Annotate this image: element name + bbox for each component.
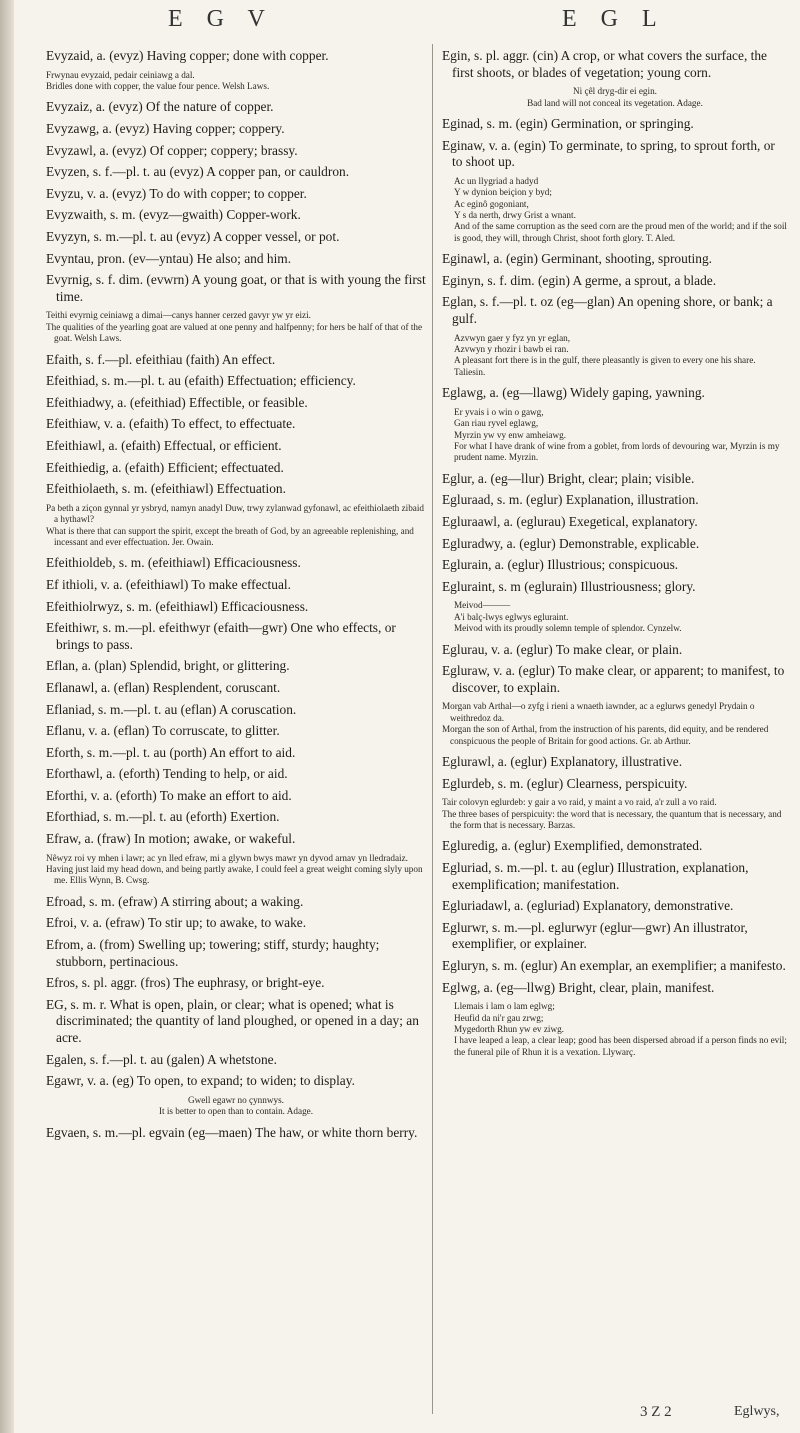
dictionary-entry: Eglurain, a. (eglur) Illustrious; conspicuous. <box>442 557 679 573</box>
dictionary-entry: Efrom, a. (from) Swelling up; towering; stiff, sturdy; haughty; stubborn, pertinacious. <box>46 937 380 969</box>
dictionary-entry: Evyzaiz, a. (evyz) Of the nature of copper. <box>46 99 274 115</box>
dictionary-entry: Eflan, a. (plan) Splendid, bright, or glittering. <box>46 658 290 674</box>
dictionary-entry: Evyzen, s. f.—pl. t. au (evyz) A copper pan, or cauldron. <box>46 164 350 180</box>
quote-line: Er yvais i o win o gawg, <box>454 406 544 417</box>
citation-quote <box>442 797 788 831</box>
dictionary-entry: Efeithiaw, v. a. (efaith) To effect, to effectuate. <box>46 416 296 432</box>
quote-line: Morgan vab Arthal—o zyfg i rieni a wnaeth iawnder, ac a eglurws genedyl Prydain o weithredoz da. <box>442 701 755 723</box>
quote-line: Myrzin yw vy enw amheiawg. <box>454 429 567 440</box>
quote-line: Llemais i lam o lam eglwg; <box>454 1001 555 1012</box>
quote-line: And of the same corruption as the seed corn are the proud men of the world; and if the soil is good, they will, through Christ, shoot forth glory. T. Aled. <box>454 221 787 243</box>
quote-line: Ac un llygriad a hadyd <box>454 175 539 186</box>
quote-line: Teithi evyrnig ceiniawg a dimai—canys hanner cerzed gavyr yw yr eizi. <box>46 310 311 321</box>
quote-line: Nêwyz roi vy mhen i lawr; ac yn lled efraw, mi a glywn bwys mawr yn dyvod arnav yn lledradaiz. <box>46 852 408 863</box>
citation-quote <box>442 407 788 464</box>
quote-line: A'i balç-lwys eglwys egluraint. <box>454 611 569 622</box>
right-column <box>442 48 788 1065</box>
page-binding-edge <box>0 0 14 1433</box>
dictionary-entry: Eginawl, a. (egin) Germinant, shooting, sprouting. <box>442 251 712 267</box>
left-column <box>46 48 426 1146</box>
citation-quote <box>46 70 426 93</box>
quote-line: Ni çêl dryg-dir ei egin. <box>573 86 657 97</box>
quote-line: The qualities of the yearling goat are valued at one penny and halfpenny; for hers be half of that of the goat. Welsh Laws. <box>46 321 423 344</box>
citation-quote <box>442 1001 788 1058</box>
citation-quote <box>46 310 426 344</box>
citation-quote <box>46 503 426 549</box>
quote-line: For what I have drank of wine from a goblet, from lords of devouring war, Myrzin is my prudent name. Myrzin. <box>454 441 780 463</box>
quote-line: Azvwyn y rhozir i bawb ei ran. <box>454 344 569 354</box>
quote-line: Mygedorth Rhun yw ev ziwg. <box>454 1024 564 1034</box>
dictionary-entry: Egluredig, a. (eglur) Exemplified, demonstrated. <box>442 838 703 854</box>
quote-line: Azvwyn gaer y fyz yn yr eglan, <box>454 332 571 343</box>
dictionary-entry: Evyzu, v. a. (evyz) To do with copper; to copper. <box>46 185 307 201</box>
dictionary-entry: Eginaw, v. a. (egin) To germinate, to spring, to sprout forth, or to shoot up. <box>442 137 775 170</box>
column-divider <box>432 44 433 1414</box>
dictionary-entry: Eglawg, a. (eg—llawg) Widely gaping, yawning. <box>442 385 705 401</box>
dictionary-entry: Efeithiad, s. m.—pl. t. au (efaith) Effectuation; efficiency. <box>46 373 356 389</box>
dictionary-entry: Efeithiadwy, a. (efeithiad) Effectible, or feasible. <box>46 394 308 410</box>
dictionary-entry: Egvaen, s. m.—pl. egvain (eg—maen) The haw, or white thorn berry. <box>46 1124 418 1140</box>
dictionary-entry: Egluraint, s. m (eglurain) Illustriousness; glory. <box>442 578 696 594</box>
dictionary-entry: Egluradwy, a. (eglur) Demonstrable, explicable. <box>442 535 700 551</box>
dictionary-entry: Evyzwaith, s. m. (evyz—gwaith) Copper-work. <box>46 207 301 223</box>
quote-line: Meivod——— <box>454 600 511 611</box>
dictionary-entry: Egluraad, s. m. (eglur) Explanation, illustration. <box>442 492 699 508</box>
dictionary-entry: Eforthiad, s. m.—pl. t. au (eforth) Exertion. <box>46 809 280 825</box>
quote-line: Ac eginô gogoniant, <box>454 198 529 209</box>
citation-quote <box>442 86 788 109</box>
dictionary-entry: Eflaniad, s. m.—pl. t. au (eflan) A coruscation. <box>46 701 297 717</box>
citation-quote <box>46 853 426 887</box>
dictionary-entry: Ef ithioli, v. a. (efeithiawl) To make effectual. <box>46 576 291 592</box>
catchword: Eglwys, <box>734 1404 780 1419</box>
dictionary-entry: Efeithiawl, a. (efaith) Effectual, or efficient. <box>46 437 282 453</box>
header-left-guide: E G V <box>168 6 274 32</box>
quote-line: Tair colovyn eglurdeb: y gair a vo raid, y maint a vo raid, a'r zull a vo raid. <box>442 797 717 808</box>
quote-line: Bridles done with copper, the value four pence. Welsh Laws. <box>46 81 270 91</box>
dictionary-entry: Eglwg, a. (eg—llwg) Bright, clear, plain, manifest. <box>442 979 715 995</box>
dictionary-entry: EG, s. m. r. What is open, plain, or clear; what is opened; what is discriminated; the quantity of land ploughed, or opened in a day; an acre. <box>46 996 419 1046</box>
quote-line: Heufid da ni'r gau zrwg; <box>454 1012 544 1023</box>
quote-line: Y w dynion beiçion y byd; <box>454 187 552 198</box>
dictionary-entry: Eforth, s. m.—pl. t. au (porth) An effort to aid. <box>46 744 296 760</box>
dictionary-entry: Egluraawl, a. (eglurau) Exegetical, explanatory. <box>442 514 698 530</box>
dictionary-entry: Efeithiwr, s. m.—pl. efeithwyr (efaith—gwr) One who effects, or brings to pass. <box>46 620 396 652</box>
dictionary-entry: Egluraw, v. a. (eglur) To make clear, or apparent; to manifest, to discover, to explain. <box>442 663 785 695</box>
dictionary-entry: Eflanawl, a. (eflan) Resplendent, coruscant. <box>46 679 281 695</box>
running-header <box>0 6 800 40</box>
dictionary-entry: Eginad, s. m. (egin) Germination, or springing. <box>442 116 694 131</box>
printer-signature: 3 Z 2 <box>640 1404 672 1420</box>
quote-line: A pleasant fort there is in the gulf, there pleasantly is given to every one his share. Taliesin. <box>454 355 756 377</box>
quote-line: Bad land will not conceal its vegetation. Adage. <box>527 97 703 108</box>
dictionary-entry: Evyrnig, s. f. dim. (evwrn) A young goat, or that is with young the first time. <box>46 272 426 304</box>
dictionary-entry: Eglur, a. (eg—llur) Bright, clear; plain; visible. <box>442 470 695 486</box>
quote-line: What is there that can support the spirit, except the breath of God, by an agreeable replenishing, and incessant and ever effectuation. Jer. Owain. <box>46 525 414 547</box>
dictionary-entry: Eglurau, v. a. (eglur) To make clear, or plain. <box>442 641 683 657</box>
citation-quote <box>442 600 788 634</box>
citation-quote <box>442 333 788 379</box>
citation-quote <box>442 176 788 244</box>
dictionary-entry: Efeithioldeb, s. m. (efeithiawl) Efficaciousness. <box>46 555 301 571</box>
quote-line: It is better to open than to contain. Adage. <box>158 1106 314 1117</box>
dictionary-entry: Eforthawl, a. (eforth) Tending to help, or aid. <box>46 766 288 782</box>
dictionary-entry: Eglurawl, a. (eglur) Explanatory, illustrative. <box>442 754 683 770</box>
dictionary-entry: Efraw, a. (fraw) In motion; awake, or wakeful. <box>46 831 296 847</box>
dictionary-entry: Efeithiolrwyz, s. m. (efeithiawl) Efficaciousness. <box>46 598 309 614</box>
dictionary-entry: Egin, s. pl. aggr. (cin) A crop, or what covers the surface, the first shoots, or blades of vegetation; young corn. <box>442 48 767 80</box>
header-right-guide: E G L <box>562 6 666 32</box>
dictionary-entry: Eflanu, v. a. (eflan) To corruscate, to glitter. <box>46 723 280 739</box>
dictionary-entry: Efroi, v. a. (efraw) To stir up; to awake, to wake. <box>46 915 307 931</box>
dictionary-entry: Evyntau, pron. (ev—yntau) He also; and him. <box>46 250 292 266</box>
dictionary-entry: Egluryn, s. m. (eglur) An exemplar, an exemplifier; a manifesto. <box>442 958 786 973</box>
quote-line: Meivod with its proudly solemn temple of splendor. Cynzelw. <box>454 623 682 634</box>
dictionary-entry: Efros, s. pl. aggr. (fros) The euphrasy, or bright-eye. <box>46 975 325 991</box>
quote-line: Gwell egawr no çynnwys. <box>188 1094 284 1105</box>
dictionary-entry: Evyzawl, a. (evyz) Of copper; coppery; brassy. <box>46 142 298 158</box>
dictionary-entry: Evyzawg, a. (evyz) Having copper; coppery. <box>46 121 285 136</box>
dictionary-entry: Evyzaid, a. (evyz) Having copper; done with copper. <box>46 48 329 63</box>
dictionary-entry: Egluriadawl, a. (egluriad) Explanatory, demonstrative. <box>442 898 734 914</box>
dictionary-entry: Efaith, s. f.—pl. efeithiau (faith) An effect. <box>46 351 276 367</box>
dictionary-entry: Eforthi, v. a. (eforth) To make an effort to aid. <box>46 787 292 803</box>
quote-line: Pa beth a ziçon gynnal yr ysbryd, namyn anadyl Duw, trwy zylanwad gyfonawl, ac efeithiolaeth zibaid a hythawl? <box>46 502 425 525</box>
dictionary-entry: Egluriad, s. m.—pl. t. au (eglur) Illustration, explanation, exemplification; manifestation. <box>442 860 749 892</box>
citation-quote <box>442 701 788 747</box>
quote-line: Having just laid my head down, and being partly awake, I could feel a great weight coming slyly upon me. Ellis Wynn, B. Cwsg. <box>46 864 423 886</box>
dictionary-entry: Egawr, v. a. (eg) To open, to expand; to widen; to display. <box>46 1073 355 1089</box>
dictionary-entry: Efeithiedig, a. (efaith) Efficient; effectuated. <box>46 459 284 475</box>
citation-quote <box>46 1095 426 1118</box>
quote-line: Gan riau ryvel eglawg, <box>454 418 539 429</box>
dictionary-entry: Efroad, s. m. (efraw) A stirring about; a waking. <box>46 893 304 909</box>
dictionary-entry: Eginyn, s. f. dim. (egin) A germe, a sprout, a blade. <box>442 272 717 288</box>
dictionary-entry: Efeithiolaeth, s. m. (efeithiawl) Effectuation. <box>46 481 286 497</box>
dictionary-entry: Egalen, s. f.—pl. t. au (galen) A whetstone. <box>46 1051 277 1067</box>
quote-line: I have leaped a leap, a clear leap; good has been dispersed abroad if a person finds no evil; the funeral pile of Rhun it is a vexation. Llywarç. <box>454 1035 787 1057</box>
dictionary-entry: Eglurdeb, s. m. (eglur) Clearness, perspicuity. <box>442 775 688 791</box>
dictionary-entry: Eglan, s. f.—pl. t. oz (eg—glan) An opening shore, or bank; a gulf. <box>442 294 773 326</box>
quote-line: Y s da nerth, drwy Grist a wnant. <box>454 210 576 220</box>
quote-line: The three bases of perspicuity: the word that is necessary, the quantum that is necessary, and the form that is necessary. Barzas. <box>442 808 782 831</box>
quote-line: Frwynau evyzaid, pedair ceiniawg a dal. <box>46 69 195 80</box>
dictionary-entry: Eglurwr, s. m.—pl. eglurwyr (eglur—gwr) An illustrator, exemplifier, or explainer. <box>442 919 748 952</box>
quote-line: Morgan the son of Arthal, from the instruction of his parents, did equity, and be rendered conspicuous the people of Britain for good actions. Gr. ab Arthur. <box>442 724 769 746</box>
dictionary-entry: Evyzyn, s. m.—pl. t. au (evyz) A copper vessel, or pot. <box>46 228 340 244</box>
